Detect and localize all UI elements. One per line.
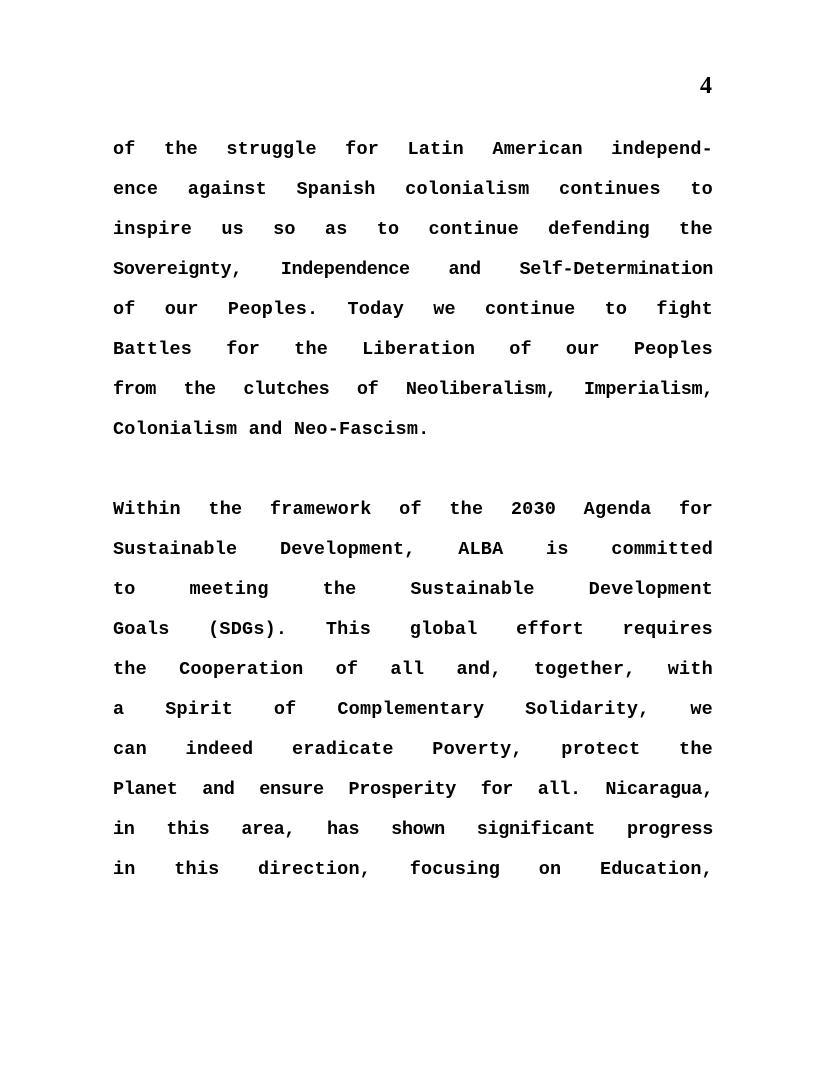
word: progress (626, 819, 713, 840)
word: Battles (113, 339, 193, 360)
word: Sovereignty, (113, 259, 243, 280)
word: as (324, 219, 348, 240)
word: this (166, 819, 210, 840)
word: the (449, 499, 484, 520)
word: with (667, 659, 713, 680)
text-line (113, 370, 713, 410)
word: on (538, 859, 562, 880)
word: Sustainable (410, 579, 535, 600)
word: from (113, 379, 157, 400)
word: defending (548, 219, 650, 240)
word: (SDGs). (208, 619, 288, 640)
word: all (390, 659, 425, 680)
text-line (113, 170, 713, 210)
word: focusing (409, 859, 501, 880)
word: protect (561, 739, 641, 760)
word: Latin (407, 139, 464, 160)
word: all. (537, 779, 581, 800)
word: ALBA (458, 539, 504, 560)
word: indeed (185, 739, 254, 760)
text-line (113, 730, 713, 770)
word: has (326, 819, 360, 840)
word: significant (476, 819, 596, 840)
word: eradicate (291, 739, 394, 760)
word: Complementary (337, 699, 485, 720)
word: the (113, 659, 147, 680)
text-line (113, 250, 713, 290)
word: is (546, 539, 569, 560)
text-line (113, 490, 713, 530)
word: Development, (279, 539, 416, 560)
word: effort (516, 619, 584, 640)
word: Today (347, 299, 405, 320)
paragraph (113, 130, 713, 450)
word: to (113, 579, 136, 600)
word: Development (588, 579, 713, 600)
word: of (273, 699, 297, 720)
word: independ- (611, 139, 713, 160)
text-line (113, 770, 713, 810)
word: direction, (258, 859, 372, 880)
word: Imperialism, (583, 379, 713, 400)
word: to (376, 219, 400, 240)
text-line (113, 610, 713, 650)
word: Nicaragua, (605, 779, 713, 800)
word: Within (113, 499, 181, 520)
document-body (113, 130, 713, 890)
word: Liberation (362, 339, 476, 360)
word: for (480, 779, 513, 800)
word: for (679, 499, 713, 520)
word: fight (656, 299, 713, 320)
word: Independence (280, 259, 410, 280)
word: colonialism (405, 179, 530, 200)
paragraph (113, 490, 713, 890)
word: of (356, 379, 379, 400)
word: to (604, 299, 628, 320)
text-line (113, 290, 713, 330)
word: we (433, 299, 456, 320)
word: a (113, 699, 125, 720)
word: Prosperity (348, 779, 456, 800)
word: requires (622, 619, 713, 640)
word: Sustainable (113, 539, 238, 560)
word: clutches (243, 379, 330, 400)
text-line (113, 210, 713, 250)
word: and (202, 779, 235, 800)
word: and (448, 259, 481, 280)
word: continue (485, 299, 576, 320)
word: the (183, 379, 216, 400)
word: Spirit (165, 699, 233, 720)
word: for (345, 139, 380, 160)
word: the (679, 219, 713, 240)
word: Spanish (296, 179, 376, 200)
word: in (113, 859, 136, 880)
word: Colonialism and Neo-Fascism. (113, 419, 430, 440)
word: of (509, 339, 532, 360)
word: This (325, 619, 372, 640)
word: to (690, 179, 713, 200)
word: Neoliberalism, (405, 379, 557, 400)
word: ence (113, 179, 159, 200)
text-line (113, 410, 713, 450)
word: the (322, 579, 357, 600)
word: can (113, 739, 147, 760)
text-line (113, 650, 713, 690)
word: American (492, 139, 583, 160)
word: continue (428, 219, 519, 240)
word: area, (241, 819, 296, 840)
word: this (174, 859, 220, 880)
text-line (113, 570, 713, 610)
word: struggle (226, 139, 317, 160)
word: inspire (113, 219, 193, 240)
word: the (679, 739, 713, 760)
word: Self-Determination (519, 259, 713, 280)
word: Goals (113, 619, 170, 640)
word: Peoples. (227, 299, 319, 320)
word: continues (559, 179, 661, 200)
text-line (113, 690, 713, 730)
word: Cooperation (179, 659, 304, 680)
word: of (399, 499, 422, 520)
word: and, (456, 659, 502, 680)
word: the (164, 139, 198, 160)
word: committed (611, 539, 713, 560)
word: for (226, 339, 261, 360)
word: of (335, 659, 359, 680)
word: shown (391, 819, 445, 840)
word: 2030 (510, 499, 557, 520)
word: our (164, 299, 199, 320)
word: framework (269, 499, 372, 520)
word: we (690, 699, 713, 720)
word: Planet (113, 779, 178, 800)
word: the (208, 499, 243, 520)
word: Education, (599, 859, 713, 880)
word: global (409, 619, 478, 640)
word: Poverty, (432, 739, 523, 760)
word: Peoples (633, 339, 713, 360)
word: Solidarity, (525, 699, 650, 720)
word: Agenda (583, 499, 652, 520)
word: of (113, 139, 136, 160)
page-number: 4 (700, 73, 712, 99)
word: our (565, 339, 600, 360)
text-line (113, 530, 713, 570)
text-line (113, 850, 713, 890)
word: us (221, 219, 244, 240)
word: against (187, 179, 267, 200)
word: the (294, 339, 329, 360)
word: of (113, 299, 136, 320)
word: meeting (189, 579, 269, 600)
text-line (113, 130, 713, 170)
word: in (113, 819, 135, 840)
text-line (113, 810, 713, 850)
word: so (273, 219, 296, 240)
word: ensure (259, 779, 324, 800)
word: together, (533, 659, 636, 680)
text-line (113, 330, 713, 370)
